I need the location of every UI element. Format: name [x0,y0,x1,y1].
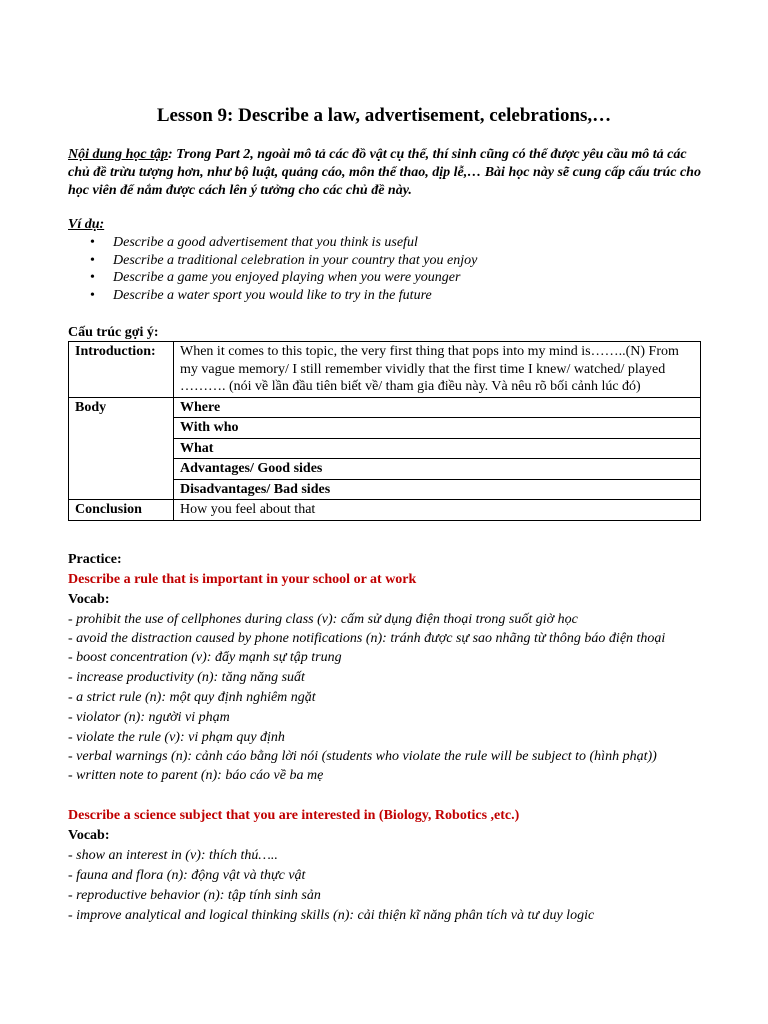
introduction-text: When it comes to this topic, the very first thing that pops into my mind is……..(N) From my vague memory/ I still remember vividly that the first time I knew/ watched/ played ………. (nói về lần đầu tiên biết về/ tham gia điều này. Và nêu rõ bối cảnh lúc đó) [174,342,701,398]
structure-label: Cấu trúc gợi ý: [68,325,159,340]
vocab-item: - verbal warnings (n): cảnh cáo bằng lời nói (students who violate the rule will be subject to (hình phạt)) [68,749,657,764]
bullet-icon: • [90,235,95,250]
vocab-label: Vocab: [68,592,110,607]
practice-section [68,550,708,926]
table-row [69,342,701,398]
vocab-item: - prohibit the use of cellphones during class (v): cấm sử dụng điện thoại trong suốt giờ học [68,612,578,627]
topic-title: Describe a rule that is important in your school or at work [68,572,417,587]
intro-label: Nội dung học tập [68,147,168,162]
example-item: • Describe a game you enjoyed playing when you were younger [90,270,461,286]
vocab-item: - boost concentration (v): đẩy mạnh sự tập trung [68,650,342,665]
body-item: Disadvantages/ Bad sides [174,479,701,500]
vocab-item: - show an interest in (v): thích thú….. [68,848,278,863]
vocab-item: - avoid the distraction caused by phone notifications (n): tránh được sự sao nhãng từ thông báo điện thoại [68,631,666,646]
topic-title: Describe a science subject that you are interested in (Biology, Robotics ,etc.) [68,808,520,823]
vocab-item: - fauna and flora (n): động vật và thực vật [68,868,306,883]
intro-text: : Trong Part 2, ngoài mô tả các đồ vật cụ thể, thí sinh cũng có thể được yêu cầu mô tả các chủ đề trừu tượng hơn, như bộ luật, quảng cáo, môn thể thao, dịp lễ,… Bài học này sẽ cung cấp cấu trúc cho học viên để nắm được cách lên ý tưởng cho các chủ đề này. [68,147,701,198]
examples-list [68,234,477,305]
body-item: Advantages/ Good sides [174,459,701,480]
body-item: With who [174,418,701,439]
body-label: Body [69,397,174,500]
lesson-title: Lesson 9: Describe a law, advertisement, celebrations,… [156,105,612,126]
examples-label: Ví dụ: [68,217,105,232]
body-item: Where [174,397,701,418]
example-item: • Describe a water sport you would like to try in the future [90,288,432,304]
bullet-icon: • [90,252,95,268]
example-item: • Describe a good advertisement that you think is useful [90,235,418,250]
vocab-item: - violator (n): người vi phạm [68,710,230,725]
bullet-icon: • [90,288,95,304]
introduction-label: Introduction: [69,342,174,398]
example-item: • Describe a traditional celebration in your country that you enjoy [90,252,478,268]
table-row [69,500,701,521]
intro-paragraph [68,146,708,200]
vocab-item: - improve analytical and logical thinking skills (n): cải thiện kĩ năng phân tích và tư duy logic [68,908,595,923]
body-item: What [174,438,701,459]
conclusion-label: Conclusion [69,500,174,521]
vocab-item: - increase productivity (n): tăng năng suất [68,670,305,685]
conclusion-text: How you feel about that [174,500,701,521]
practice-label: Practice: [68,552,122,567]
vocab-item: - violate the rule (v): vi phạm quy định [68,730,285,745]
bullet-icon: • [90,270,95,286]
vocab-label: Vocab: [68,828,110,843]
vocab-item: - written note to parent (n): báo cáo về ba mẹ [68,768,324,783]
structure-table [68,341,701,521]
table-row [69,397,701,418]
vocab-item: - reproductive behavior (n): tập tính sinh sản [68,888,321,903]
vocab-item: - a strict rule (n): một quy định nghiêm ngặt [68,690,316,705]
